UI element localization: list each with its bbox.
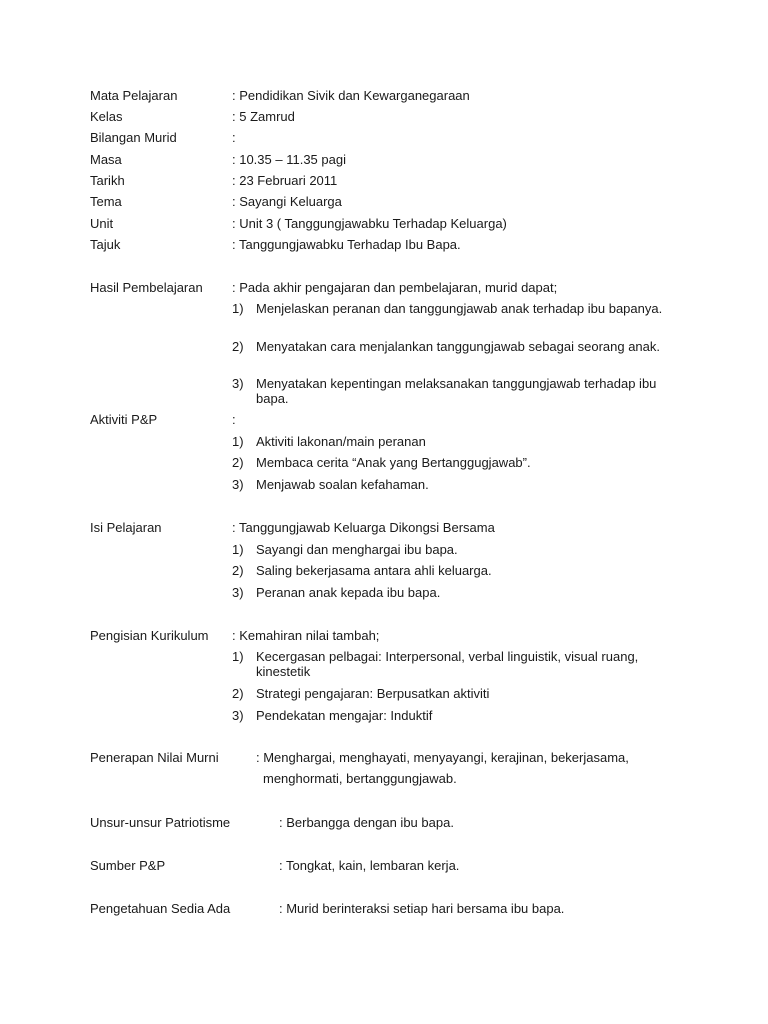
pengisian-item-text: Kecergasan pelbagai: Interpersonal, verbal linguistik, visual ruang, kinestetik [256, 649, 639, 679]
isi-item-text: Saling bekerjasama antara ahli keluarga. [256, 563, 492, 578]
aktiviti-item-text: Aktiviti lakonan/main peranan [256, 434, 426, 449]
aktiviti-intro: : [232, 412, 236, 427]
label-isi-pelajaran: Isi Pelajaran [90, 520, 162, 535]
value-patriotisme: : Berbangga dengan ibu bapa. [279, 815, 454, 830]
aktiviti-item-number: 3) [232, 477, 244, 492]
hasil-item-text: Menjelaskan peranan dan tanggungjawab anak terhadap ibu bapanya. [256, 301, 663, 316]
value-kelas: : 5 Zamrud [232, 109, 295, 124]
label-bilangan-murid: Bilangan Murid [90, 130, 177, 145]
label-kelas: Kelas [90, 109, 123, 124]
value-mata-pelajaran: : Pendidikan Sivik dan Kewarganegaraan [232, 88, 470, 103]
value-tema: : Sayangi Keluarga [232, 194, 342, 209]
label-tarikh: Tarikh [90, 173, 125, 188]
label-hasil-pembelajaran: Hasil Pembelajaran [90, 280, 203, 295]
pengisian-item-number: 2) [232, 686, 244, 701]
nilai-line-1: : Menghargai, menghayati, menyayangi, kerajinan, bekerjasama, [256, 750, 629, 765]
value-sumber: : Tongkat, kain, lembaran kerja. [279, 858, 460, 873]
label-patriotisme: Unsur-unsur Patriotisme [90, 815, 231, 830]
pengisian-intro: : Kemahiran nilai tambah; [232, 628, 380, 643]
label-mata-pelajaran: Mata Pelajaran [90, 88, 178, 103]
value-tarikh: : 23 Februari 2011 [232, 173, 338, 188]
aktiviti-item-number: 1) [232, 434, 244, 449]
hasil-intro: : Pada akhir pengajaran dan pembelajaran, murid dapat; [232, 280, 558, 295]
aktiviti-item-text: Membaca cerita “Anak yang Bertanggugjawab”. [256, 455, 531, 470]
hasil-item-number: 1) [232, 301, 244, 316]
nilai-line-2: menghormati, bertanggungjawab. [263, 771, 457, 786]
label-unit: Unit [90, 216, 114, 231]
pengisian-item-number: 3) [232, 708, 244, 723]
label-tema: Tema [90, 194, 122, 209]
aktiviti-item-text: Menjawab soalan kefahaman. [256, 477, 429, 492]
pengisian-item-text: Strategi pengajaran: Berpusatkan aktiviti [256, 686, 490, 701]
value-unit: : Unit 3 ( Tanggungjawabku Terhadap Keluarga) [232, 216, 507, 231]
value-tajuk: : Tanggungjawabku Terhadap Ibu Bapa. [232, 237, 461, 252]
label-masa: Masa [90, 152, 122, 167]
label-aktiviti: Aktiviti P&P [90, 412, 158, 427]
hasil-item-number: 3) [232, 376, 244, 391]
isi-intro: : Tanggungjawab Keluarga Dikongsi Bersama [232, 520, 495, 535]
isi-item-number: 1) [232, 542, 244, 557]
label-pengisian-kurikulum: Pengisian Kurikulum [90, 628, 209, 643]
label-nilai-murni: Penerapan Nilai Murni [90, 750, 219, 765]
value-masa: : 10.35 – 11.35 pagi [232, 152, 346, 167]
label-sumber: Sumber P&P [90, 858, 166, 873]
isi-item-text: Sayangi dan menghargai ibu bapa. [256, 542, 458, 557]
value-pengetahuan: : Murid berinteraksi setiap hari bersama ibu bapa. [279, 901, 565, 916]
isi-item-number: 2) [232, 563, 244, 578]
isi-item-number: 3) [232, 585, 244, 600]
aktiviti-item-number: 2) [232, 455, 244, 470]
hasil-item-number: 2) [232, 339, 244, 354]
hasil-item-text: Menyatakan kepentingan melaksanakan tanggungjawab terhadap ibu bapa. [256, 376, 657, 406]
pengisian-item-text: Pendekatan mengajar: Induktif [256, 708, 433, 723]
label-tajuk: Tajuk [90, 237, 121, 252]
isi-item-text: Peranan anak kepada ibu bapa. [256, 585, 441, 600]
value-bilangan-murid: : [232, 130, 236, 145]
pengisian-item-number: 1) [232, 649, 244, 664]
label-pengetahuan: Pengetahuan Sedia Ada [90, 901, 231, 916]
hasil-item-text: Menyatakan cara menjalankan tanggungjawab sebagai seorang anak. [256, 339, 661, 354]
